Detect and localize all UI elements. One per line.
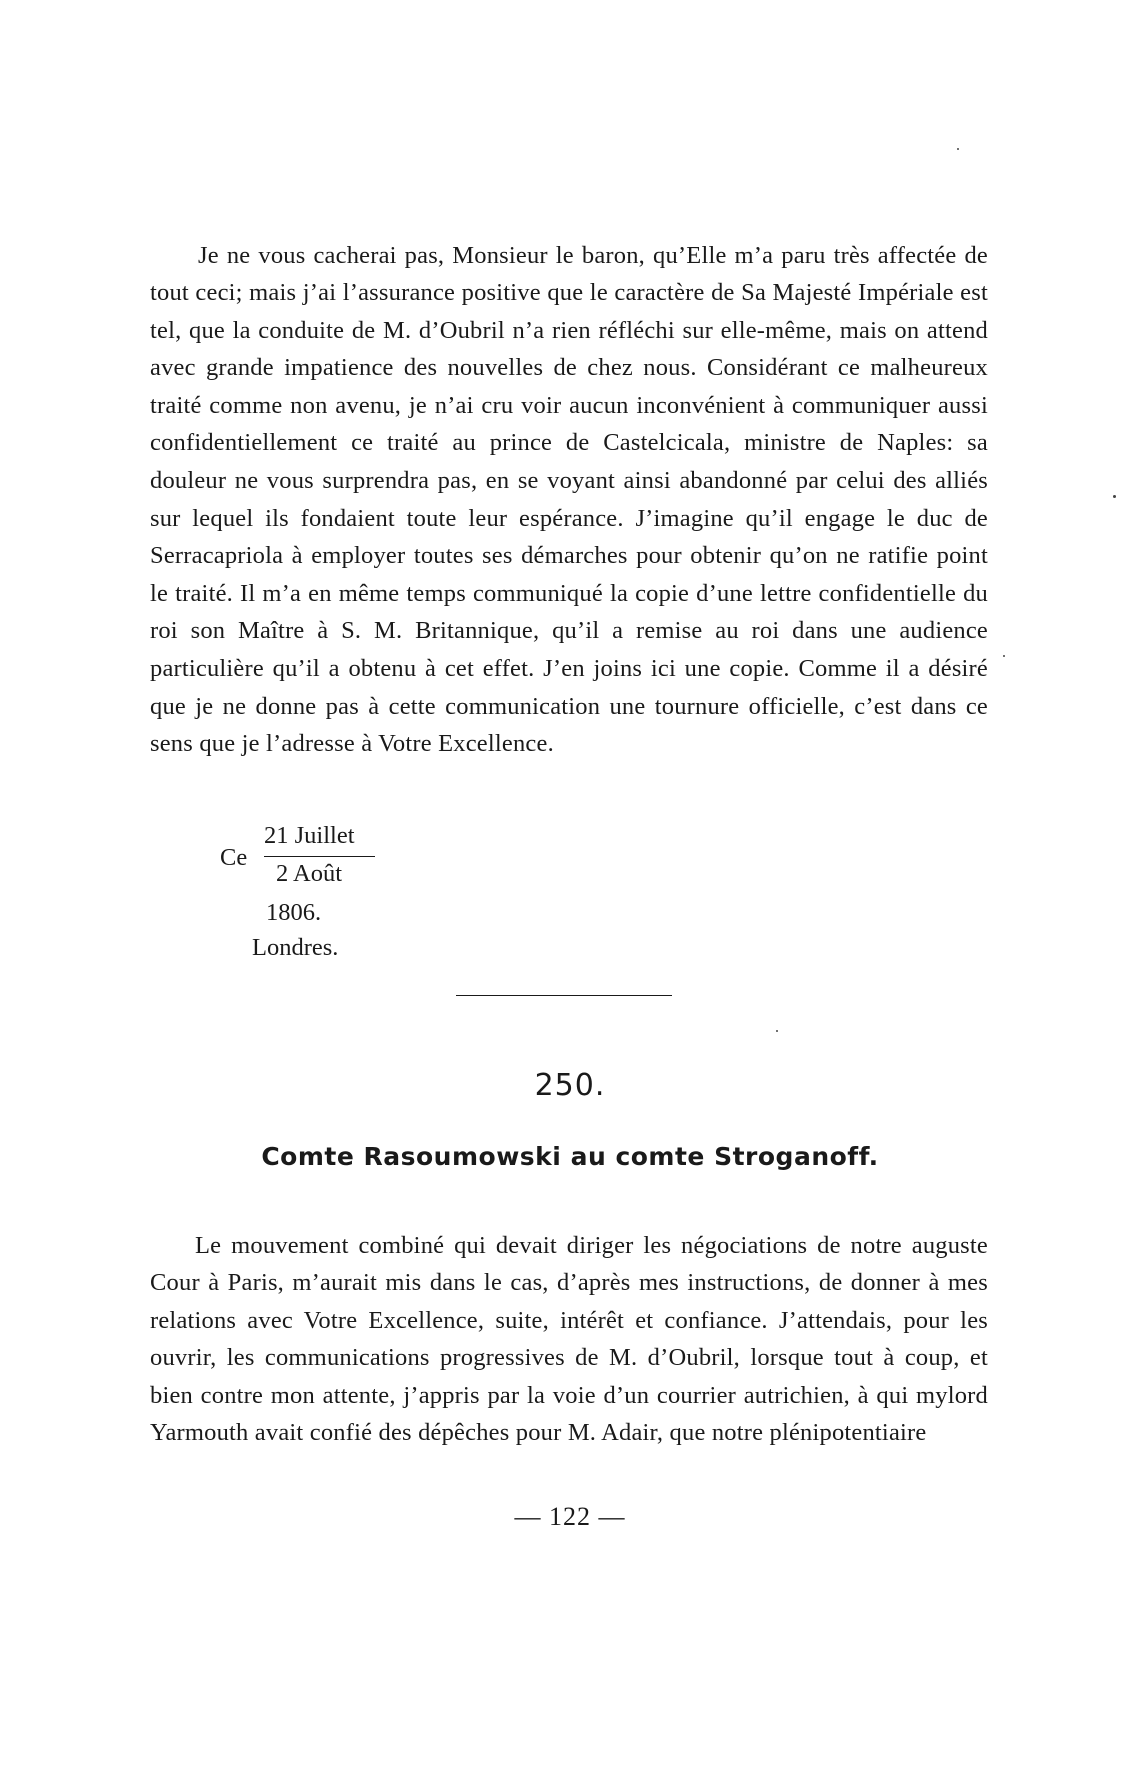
paper-speck bbox=[776, 1030, 778, 1032]
dateline-year: 1806. bbox=[266, 899, 322, 926]
dateline-prefix: Ce bbox=[220, 844, 248, 871]
paper-speck bbox=[1003, 655, 1005, 657]
dateline-fraction-bar bbox=[264, 856, 375, 857]
paper-speck bbox=[1113, 495, 1116, 498]
paper-speck bbox=[957, 148, 959, 150]
letter-dateline bbox=[220, 822, 400, 972]
dateline-old-style-date: 21 Juillet bbox=[264, 822, 355, 849]
dateline-place: Londres. bbox=[252, 934, 339, 961]
section-divider bbox=[456, 995, 672, 996]
body-paragraph-letter-250: Le mouvement combiné qui devait diriger les négociations de notre auguste Cour à Paris, m’aurait mis dans le cas, d’après mes instructions, de donner à mes relations avec Votre Excellence, suite, intérêt et confiance. J’attendais, pour les ouvrir, les communications progressives de M. d’Oubril, lorsque tout à coup, et bien contre mon attente, j’appris par la voie d’un courrier autrichien, à qui mylord Yarmouth avait confié des dépêches pour M. Adair, que notre plénipotentiaire bbox=[150, 1231, 988, 1447]
body-paragraph-continued: Je ne vous cacherai pas, Monsieur le baron, qu’Elle m’a paru très affectée de tout ceci; mais j’ai l’assurance positive que le caractère de Sa Majesté Impériale est tel, que la conduite de M. d’Oubril n’a rien réfléchi sur elle-même, mais on attend avec grande impatience des nouvelles de chez nous. Considérant ce malheureux traité comme non avenu, je n’ai cru voir aucun inconvénient à communiquer aussi confidentiellement ce traité au prince de Castelcicala, ministre de Naples: sa douleur ne vous surprendra pas, en se voyant ainsi abandonné par celui des alliés sur lequel ils fondaient toute leur espérance. J’imagine qu’il engage le duc de Serracapriola à employer toutes ses démarches pour obtenir qu’on ne ratifie point le traité. Il m’a en même temps communiqué la copie d’une lettre confidentielle du roi son Maître à S. M. Britannique, qu’il a remise au roi dans une audience particulière qu’il a obtenu à cet effet. J’en joins ici une copie. Comme il a désiré que je ne donne pas à cette communication une tournure officielle, c’est dans ce sens que je l’adresse à Votre Excellence. bbox=[150, 241, 988, 758]
page-number: — 122 — bbox=[514, 1502, 626, 1531]
dateline-new-style-date: 2 Août bbox=[276, 860, 343, 887]
document-number: 250. bbox=[534, 1068, 606, 1103]
document-heading: Comte Rasoumowski au comte Stroganoff. bbox=[261, 1142, 879, 1171]
